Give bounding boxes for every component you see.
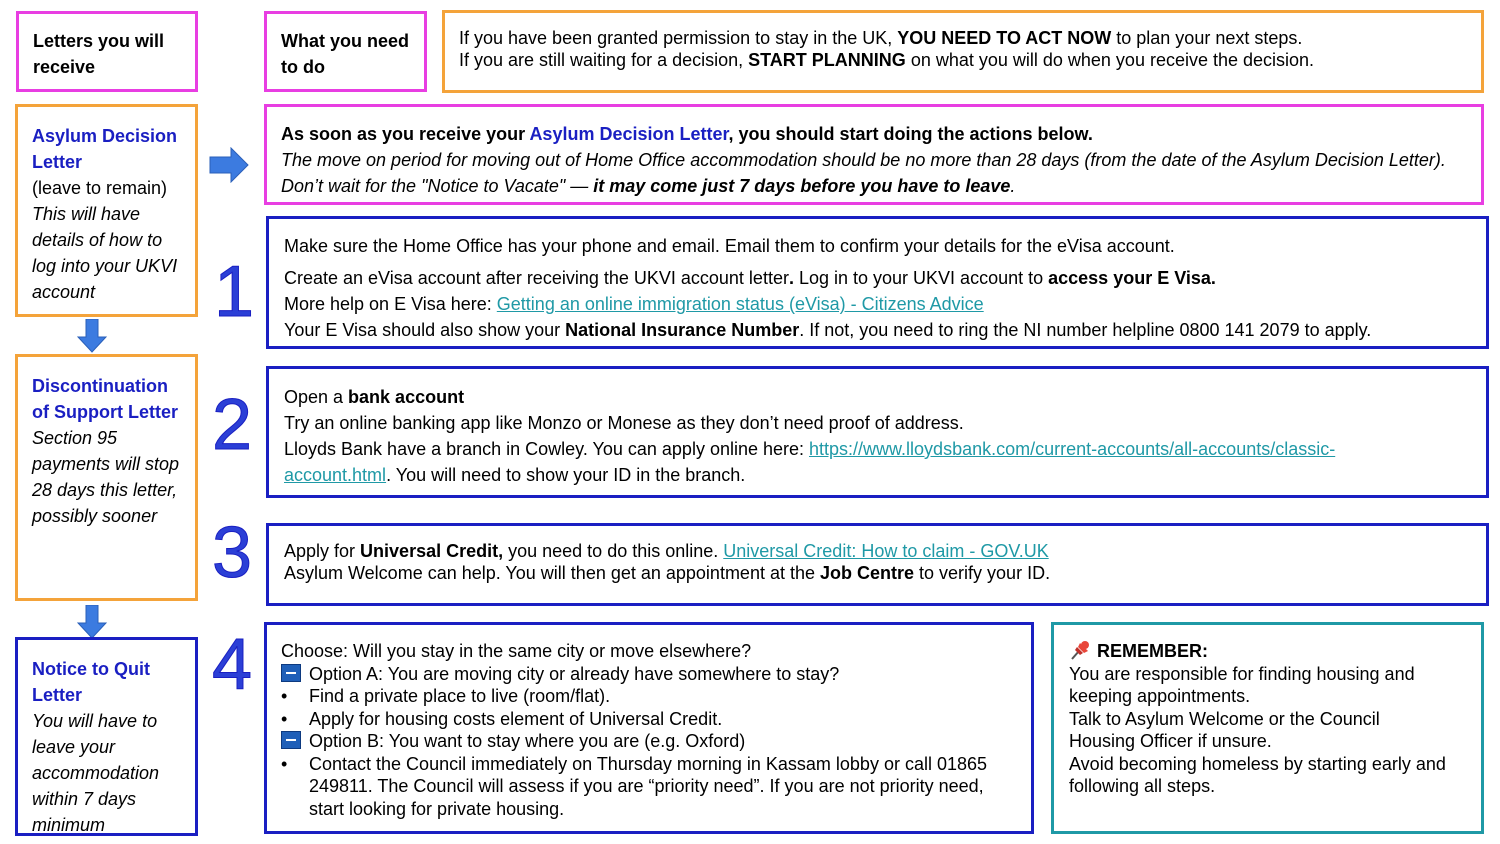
notice-to-quit-letter-card (15, 637, 198, 836)
step-number-3: 3 (212, 513, 253, 593)
letters-header (16, 11, 198, 92)
letter-title: Discontinuation of Support Letter (32, 376, 178, 422)
decision-heading: As soon as you receive your Asylum Decision Letter, you should start doing the actions below. (281, 124, 1093, 144)
list-item: • Apply for housing costs element of Universal Credit. (281, 708, 723, 729)
intro-line-2: If you are still waiting for a decision, START PLANNING on what you will do when you receive the decision. (459, 50, 1315, 70)
step-2-line-1: Open a bank account (284, 387, 465, 407)
step-1-box (266, 216, 1489, 349)
step-3-box (266, 523, 1489, 606)
list-item: • Find a private place to live (room/flat). (281, 686, 611, 706)
step-1-line-1: Make sure the Home Office has your phone and email. Email them to confirm your details for the eVisa account. (284, 236, 1175, 256)
todo-header-label: What you need to do (281, 31, 410, 77)
asylum-decision-letter-card (15, 104, 198, 317)
discontinuation-letter-card (15, 354, 198, 601)
remember-line-4: Housing Officer if unsure. (1069, 731, 1272, 751)
decision-box (264, 104, 1484, 205)
remember-line-3: Talk to Asylum Welcome or the Council (1069, 708, 1380, 729)
remember-title: REMEMBER: (1069, 640, 1466, 663)
remember-box (1051, 622, 1484, 834)
intro-box (442, 10, 1484, 93)
step-number-1: 1 (214, 252, 255, 332)
letter-title: Notice to Quit Letter (32, 659, 150, 705)
remember-line-6: following all steps. (1069, 776, 1216, 796)
letter-title: Asylum Decision Letter (32, 126, 178, 172)
minus-square-icon (281, 731, 301, 749)
lloyds-link[interactable]: https://www.lloydsbank.com/current-accounts/all-accounts/classic- (809, 439, 1336, 459)
universal-credit-link[interactable]: Universal Credit: How to claim - GOV.UK (723, 541, 1049, 561)
minus-square-icon (281, 664, 301, 682)
intro-line-1: If you have been granted permission to stay in the UK, YOU NEED TO ACT NOW to plan your next steps. (459, 28, 1303, 48)
evisa-help-link[interactable]: Getting an online immigration status (eVisa) - Citizens Advice (496, 294, 984, 314)
step-1-line-4: Your E Visa should also show your National Insurance Number. If not, you need to ring the NI number helpline 0800 141 2079 to apply. (284, 320, 1372, 340)
step-2-line-2: Try an online banking app like Monzo or Monese as they don’t need proof of address. (284, 413, 964, 433)
list-item: • Contact the Council immediately on Thursday morning in Kassam lobby or call 01865 249811. The Council will assess if you are “priority need”. If you are not priority need, start looking for private housing. (281, 753, 988, 819)
letter-note: This will have details of how to log into your UKVI account (32, 204, 178, 302)
step-4-box (264, 622, 1034, 834)
arrow-right-icon (209, 147, 249, 183)
step-number-4: 4 (212, 625, 253, 705)
remember-line-5: Avoid becoming homeless by starting early and (1069, 753, 1446, 774)
option-a: Option A: You are moving city or already have somewhere to stay? (281, 663, 1017, 686)
step-1-line-2: Create an eVisa account after receiving the UKVI account letter. Log in to your UKVI account to access your E Visa. (284, 268, 1216, 288)
arrow-down-icon (77, 605, 107, 639)
step-2-box (266, 366, 1489, 498)
letter-subtitle: (leave to remain) (32, 178, 168, 198)
remember-line-1: You are responsible for finding housing and (1069, 663, 1415, 684)
arrow-down-icon (77, 319, 107, 353)
remember-line-2: keeping appointments. (1069, 686, 1251, 706)
option-b: Option B: You want to stay where you are (e.g. Oxford) (281, 730, 1017, 753)
letter-note: You will have to leave your accommodation within 7 days minimum (32, 711, 160, 835)
letter-note: Section 95 payments will stop 28 days this letter, possibly sooner (32, 428, 180, 526)
step-2-line-3: Lloyds Bank have a branch in Cowley. You can apply online here: https://www.lloydsbank.com/current-accounts/all-accounts/classic- account.html. You will need to show your ID in the branch. (284, 439, 1336, 485)
step-4-intro: Choose: Will you stay in the same city or move elsewhere? (281, 641, 752, 661)
step-3-line-1: Apply for Universal Credit, you need to do this online. Universal Credit: How to claim - GOV.UK (284, 541, 1049, 561)
letters-header-label: Letters you will receive (33, 31, 165, 77)
step-1-line-3: More help on E Visa here: Getting an online immigration status (eVisa) - Citizens Advice (284, 294, 984, 314)
step-number-2: 2 (212, 385, 253, 465)
pushpin-icon (1069, 640, 1091, 660)
lloyds-link-cont[interactable]: account.html (284, 465, 387, 485)
todo-header (264, 11, 427, 92)
decision-note: The move on period for moving out of Home Office accommodation should be no more than 28 days (from the date of the Asylum Decision Letter). Don’t wait for the "Notice to Vacate" — it may come just 7 days before you have to leave. (281, 150, 1446, 196)
step-3-line-2: Asylum Welcome can help. You will then get an appointment at the Job Centre to verify your ID. (284, 563, 1051, 583)
